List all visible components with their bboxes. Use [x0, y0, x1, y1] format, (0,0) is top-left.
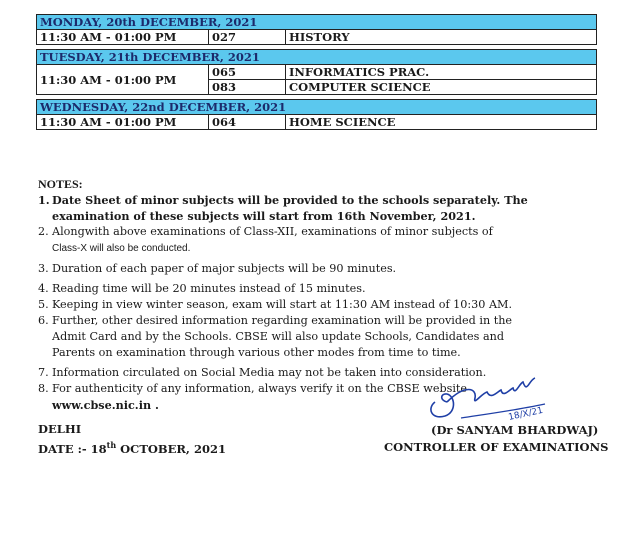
subject-code: 064 — [209, 115, 286, 130]
day-row — [37, 100, 597, 115]
day-heading: WEDNESDAY, 22nd DECEMBER, 2021 — [37, 100, 597, 115]
note-item: 3. Duration of each paper of major subjects will be 90 minutes. — [38, 262, 397, 275]
exam-row — [37, 65, 597, 80]
note-item: 8. For authenticity of any information, always verify it on the CBSE website www.cbse.nic.in . — [38, 382, 468, 412]
day-row — [37, 50, 597, 65]
note-item: 4. Reading time will be 20 minutes instead of 15 minutes. — [38, 282, 366, 295]
exam-row — [37, 30, 597, 45]
note-item: 6. Further, other desired information regarding examination will be provided in the Admit Card and by the Schools. CBSE will also update Schools, Candidates and Parents on examination through various other modes from time to time. — [38, 314, 513, 359]
day-heading: TUESDAY, 21th DECEMBER, 2021 — [37, 50, 597, 65]
subject-name: INFORMATICS PRAC. — [286, 65, 597, 80]
signatory-designation: CONTROLLER OF EXAMINATIONS — [384, 440, 609, 454]
exam-time: 11:30 AM - 01:00 PM — [37, 30, 209, 45]
exam-row — [37, 115, 597, 130]
notes-heading: NOTES: — [38, 177, 83, 191]
subject-code: 027 — [209, 30, 286, 45]
signatory-name: (Dr SANYAM BHARDWAJ) — [431, 423, 599, 437]
place-label: DELHI — [38, 422, 82, 436]
note-item: 1. Date Sheet of minor subjects will be provided to the schools separately. The examination of these subjects will start from 16th November, 2021. — [38, 193, 528, 223]
note-item: 2. Alongwith above examinations of Class-XII, examinations of minor subjects of Class-X will also be conducted. — [38, 225, 493, 254]
exam-time: 11:30 AM - 01:00 PM — [37, 115, 209, 130]
subject-name: COMPUTER SCIENCE — [286, 80, 597, 95]
exam-time: 11:30 AM - 01:00 PM — [37, 65, 209, 95]
svg-text:18/X/21: 18/X/21 — [507, 405, 544, 423]
subject-name: HOME SCIENCE — [286, 115, 597, 130]
issue-date: DATE :- 18th OCTOBER, 2021 — [38, 440, 226, 456]
subject-code: 065 — [209, 65, 286, 80]
day-heading: MONDAY, 20th DECEMBER, 2021 — [37, 15, 597, 30]
subject-code: 083 — [209, 80, 286, 95]
subject-name: HISTORY — [286, 30, 597, 45]
note-item: 7. Information circulated on Social Media may not be taken into consideration. — [38, 366, 487, 379]
note-item: 5. Keeping in view winter season, exam will start at 11:30 AM instead of 10:30 AM. — [38, 298, 513, 311]
cbse-website-link[interactable]: www.cbse.nic.in . — [52, 398, 159, 412]
day-row — [37, 15, 597, 30]
date-sheet-table — [36, 14, 597, 130]
